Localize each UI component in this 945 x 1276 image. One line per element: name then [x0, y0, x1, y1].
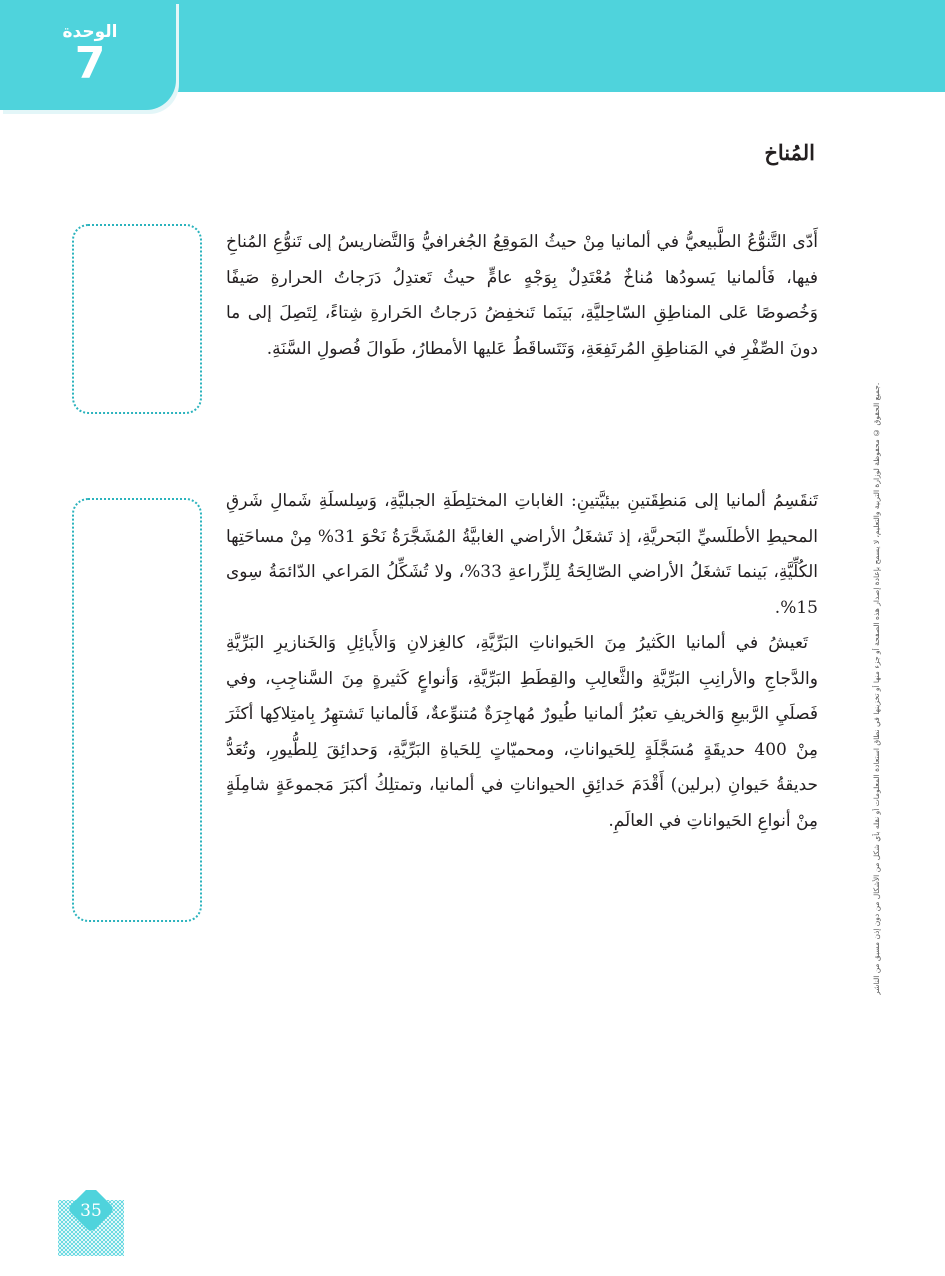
paragraph-climate: أَدّى التَّنوُّعُ الطَّبيعيُّ في ألمانيا مِنْ حيثُ المَوقِعُ الجُغرافيُّ وَالتَّضاريسُ إلى تَنوُّعِ المُناخِ فيها، فَألمانيا يَسودُها مُناخٌ مُعْتَدِلٌ بِوَجْهٍ عامٍّ حيثُ تَعتدِلُ دَرَجاتُ الحرارةِ صَيفًا وَخُصوصًا عَلى المناطِقِ السّاحِليَّةِ، بَينَما تَنخفِضُ دَرجاتُ الحَرارةِ شِتاءً، لِتَصِلَ إلى ما دونَ الصِّفْرِ في المَناطِقِ المُرتَفِعَةِ، وَتَتَساقَطُ عَليها الأمطارُ، طَوالَ فُصولِ السَّنَةِ. [226, 232, 818, 359]
climate-paragraph [226, 225, 818, 367]
ecology-paragraphs [226, 484, 818, 839]
copyright-sidebar: جميع الحقوق © محفوظة لوزارة التربية والتعليم، لا يسمح بإعادة إصدار هذه الصفحة أو جزء منها أو تخزينها في نطاق استعادة المعلومات أو نقله بأي شكل من الأشكال من دون إذن مسبق من الناشر. [872, 382, 881, 995]
section-title: المُناخ [764, 140, 815, 165]
unit-label: الوحدة [62, 22, 118, 42]
paragraph-regions: تَنقَسِمُ ألمانيا إلى مَنطِقَتينِ بيئيَّتينِ: الغاباتِ المختلِطَةِ الجبليَّةِ، وَسِلسلَةِ شَمالِ شَرقِ المحيطِ الأطلَسيِّ البَحريَّةِ، إذ تَشغَلُ الأراضي الغابيَّةُ المُشَجَّرَةُ نَحْوَ 31% مِنْ مساحَتِها الكُلِّيَّةِ، بَينما تَشغَلُ الأراضي الصّالِحَةُ لِلزِّراعةِ 33%، ولا تُشَكِّلُ المَراعي الدّائمَةُ سِوى 15%. [226, 491, 818, 618]
paragraph-wildlife: تَعيشُ في ألمانيا الكَثيرُ مِنَ الحَيواناتِ البَرِّيَّةِ، كالغِزلانِ وَالأَيائِلِ وَالخَنازيرِ البَرِّيَّةِ والدَّجاجِ والأرانِبِ البَرِّيَّةِ والثَّعالِبِ والقِطَطِ البَرِّيَّةِ، وَأنواعٍ كَثيرةٍ مِنَ السَّناجِبِ، وفي فَصلَيِ الرَّبيعِ وَالخريفِ تعبُرُ ألمانيا طُيورٌ مُهاجِرَةٌ مُتنوِّعةٌ، فَألمانيا تَشتهِرُ بِامتِلاكِها أكثَرَ مِنْ 400 حديقَةٍ مُسَجَّلَةٍ لِلحَيواناتِ، ومحميّاتٍ لِلحَياةِ البَرِّيَّةِ، وَحدائِقَ لِلطُّيورِ، وتُعَدُّ حديقةُ حَيوانِ (برلين) أَقْدَمَ حَدائِقِ الحيواناتِ في ألمانيا، وتمتلِكُ أكبَرَ مَجموعَةٍ شامِلَةٍ مِنْ أنواعِ الحَيواناتِ في العالَمِ. [226, 633, 818, 831]
page-number: 35 [80, 1201, 102, 1221]
unit-number: 7 [74, 38, 106, 89]
note-box-2 [72, 498, 202, 922]
page-number-badge [58, 1190, 124, 1256]
unit-tab [0, 0, 176, 110]
note-box-1 [72, 224, 202, 414]
